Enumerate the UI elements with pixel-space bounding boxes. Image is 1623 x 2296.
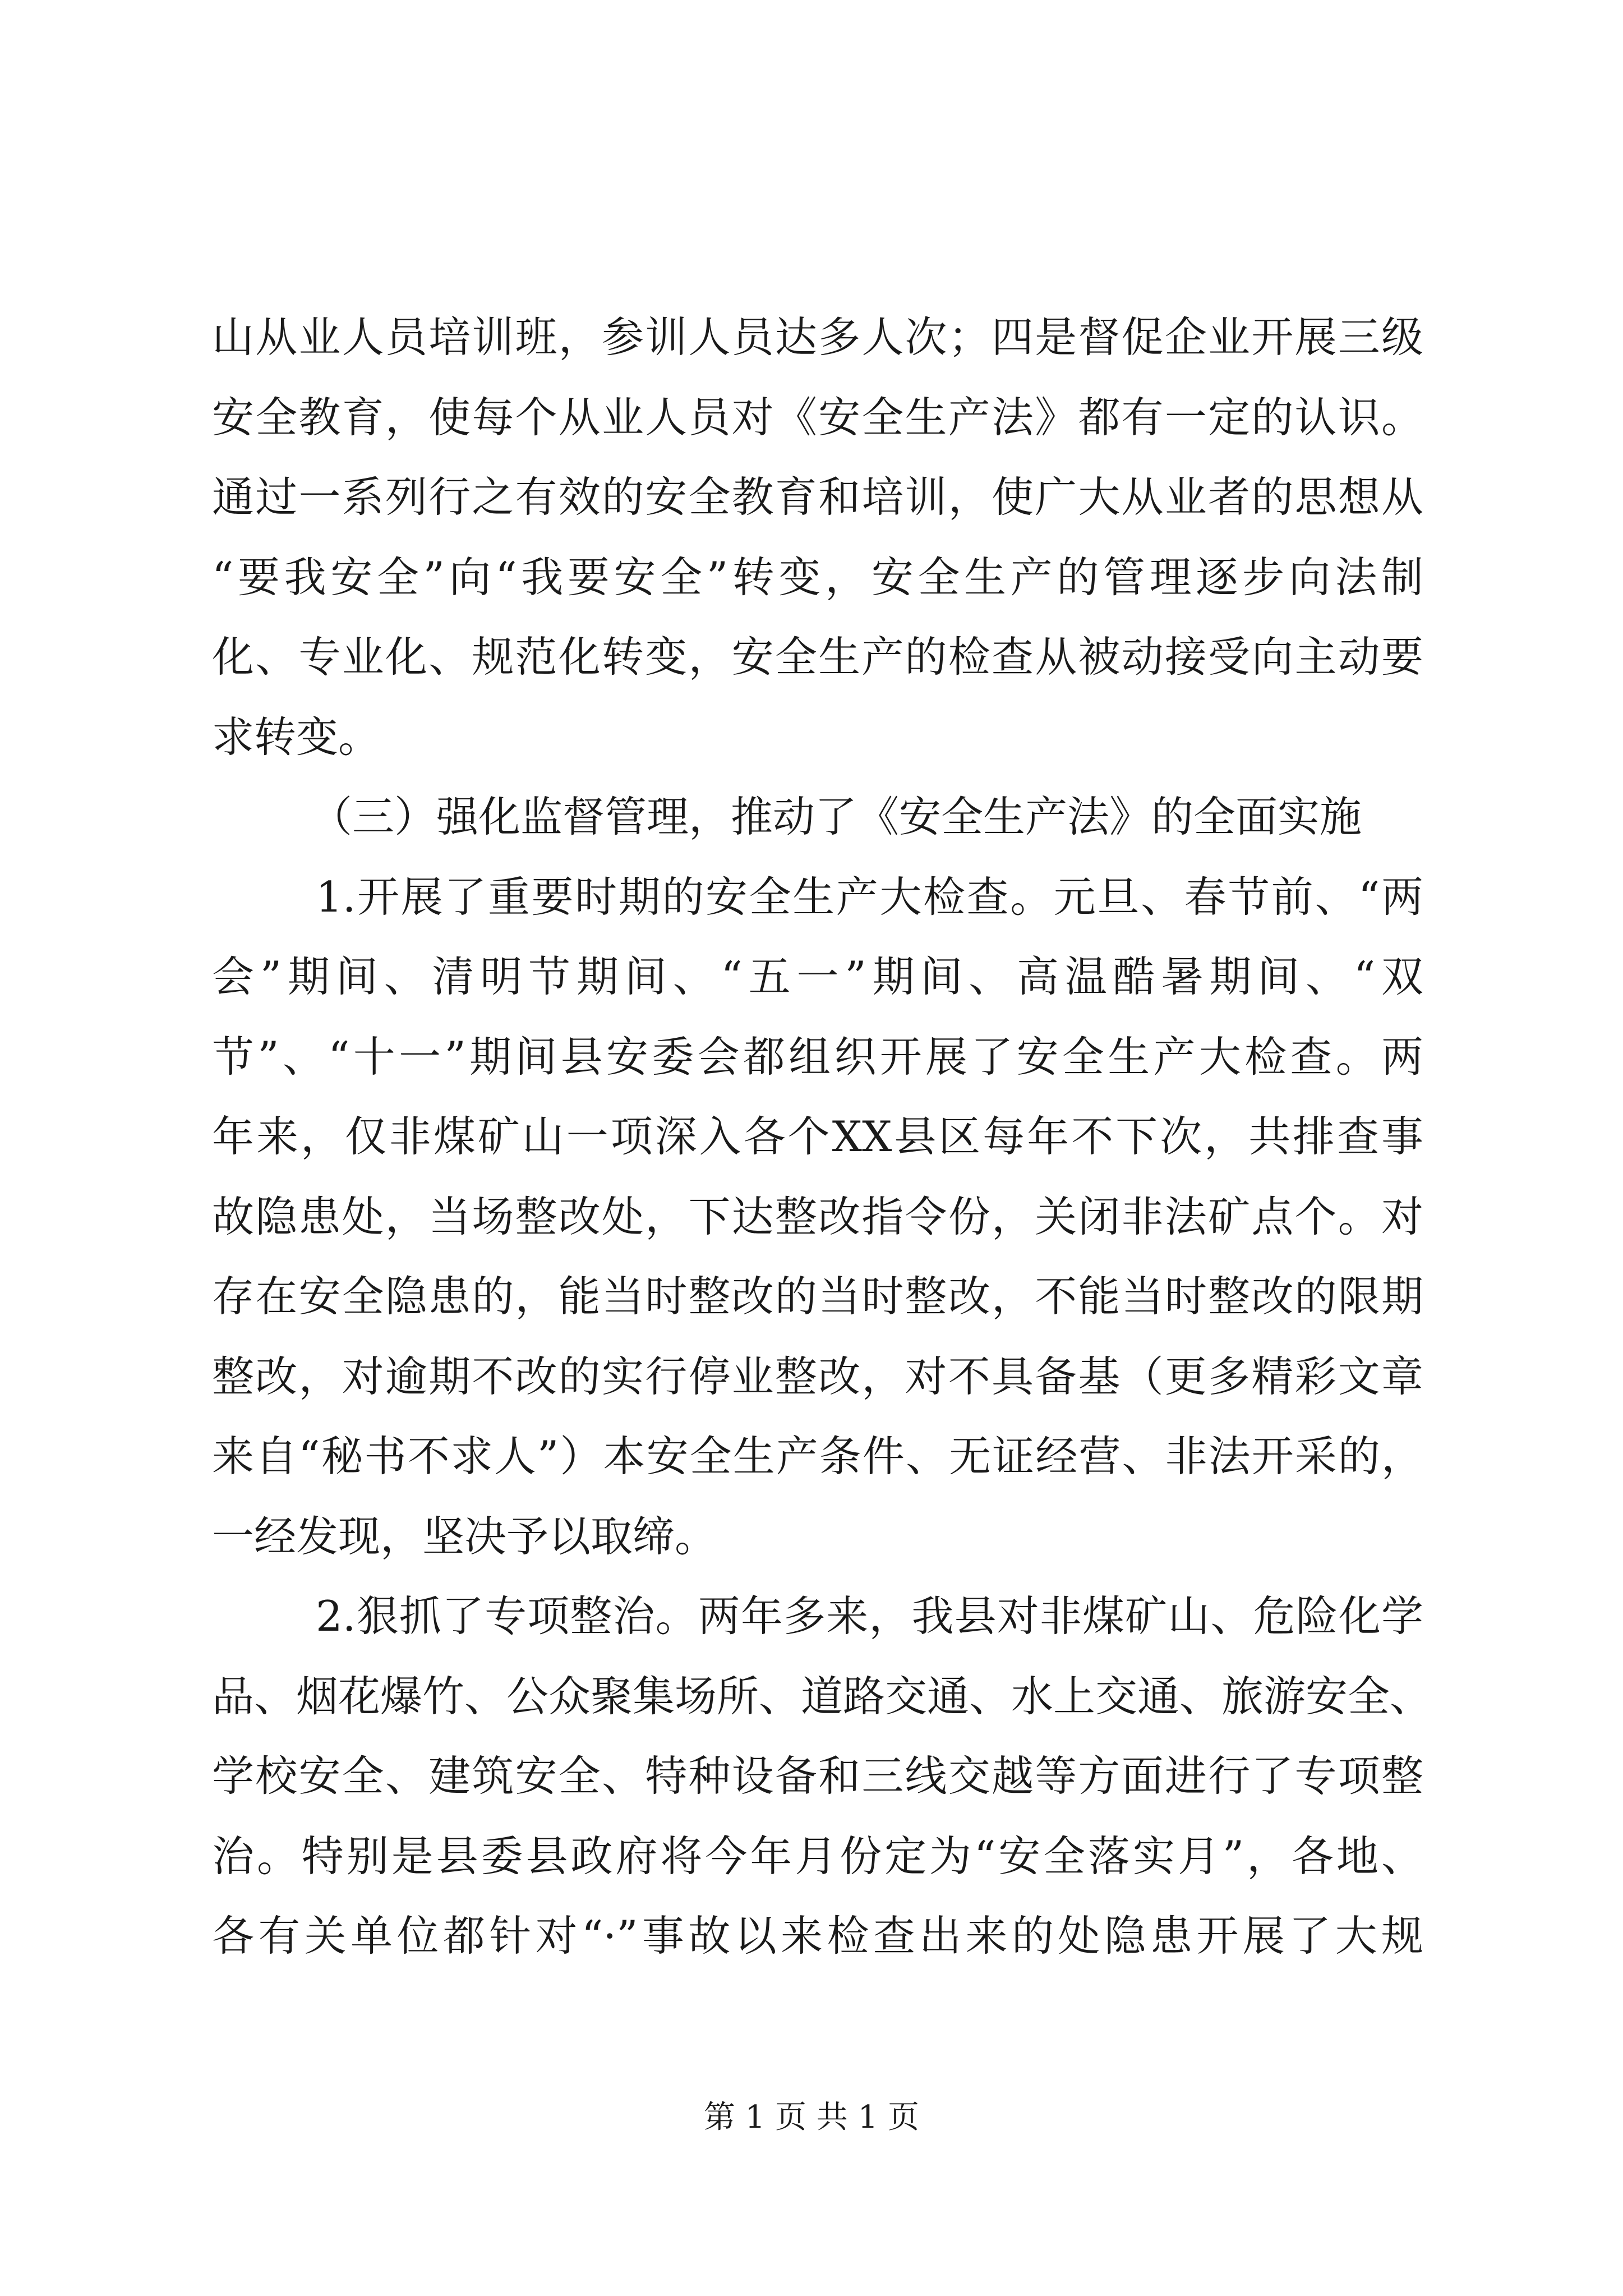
text-line: 整改，对逾期不改的实行停业整改，对不具备基（更多精彩文章 [212, 1351, 1423, 1401]
text-line: 故隐患处，当场整改处，下达整改指令份，关闭非法矿点个。对 [212, 1191, 1423, 1241]
section-heading: （三）强化监督管理，推动了《安全生产法》的全面实施 [310, 792, 1362, 841]
text-line: 通过一系列行之有效的安全教育和培训，使广大从业者的思想从 [212, 472, 1423, 522]
text-line: 品、烟花爆竹、公众聚集场所、道路交通、水上交通、旅游安全、 [212, 1671, 1432, 1721]
text-line: 会”期间、清明节期间、“五一”期间、高温酷暑期间、“双 [212, 952, 1423, 1001]
text-line: 一经发现，坚决予以取缔。 [212, 1511, 717, 1561]
text-line: 学校安全、建筑安全、特种设备和三线交越等方面进行了专项整 [212, 1751, 1423, 1801]
text-line: 各有关单位都针对“·”事故以来检查出来的处隐患开展了大规 [212, 1911, 1423, 1961]
document-body [212, 297, 1432, 1976]
text-line: 山从业人员培训班，参训人员达多人次；四是督促企业开展三级 [212, 312, 1423, 362]
text-line: 来自“秘书不求人”）本安全生产条件、无证经营、非法开采的， [212, 1432, 1423, 1481]
text-line: 1.开展了重要时期的安全生产大检查。元旦、春节前、“两 [316, 872, 1423, 922]
text-line: 年来，仅非煤矿山一项深入各个XX县区每年不下次，共排查事 [212, 1112, 1423, 1161]
text-line: 化、专业化、规范化转变，安全生产的检查从被动接受向主动要 [212, 632, 1423, 682]
text-line: 安全教育，使每个从业人员对《安全生产法》都有一定的认识。 [212, 392, 1423, 442]
page-number-footer: 第 1 页 共 1 页 [703, 2099, 920, 2136]
text-line: “要我安全”向“我要安全”转变，安全生产的管理逐步向法制 [212, 552, 1423, 602]
text-line: 求转变。 [212, 712, 381, 762]
text-line: 治。特别是县委县政府将今年月份定为“安全落实月”，各地、 [212, 1831, 1423, 1881]
text-line: 节”、“十一”期间县安委会都组织开展了安全生产大检查。两 [212, 1032, 1423, 1082]
text-line: 存在安全隐患的，能当时整改的当时整改，不能当时整改的限期 [212, 1272, 1423, 1321]
text-line: 2.狠抓了专项整治。两年多来，我县对非煤矿山、危险化学 [316, 1591, 1423, 1641]
